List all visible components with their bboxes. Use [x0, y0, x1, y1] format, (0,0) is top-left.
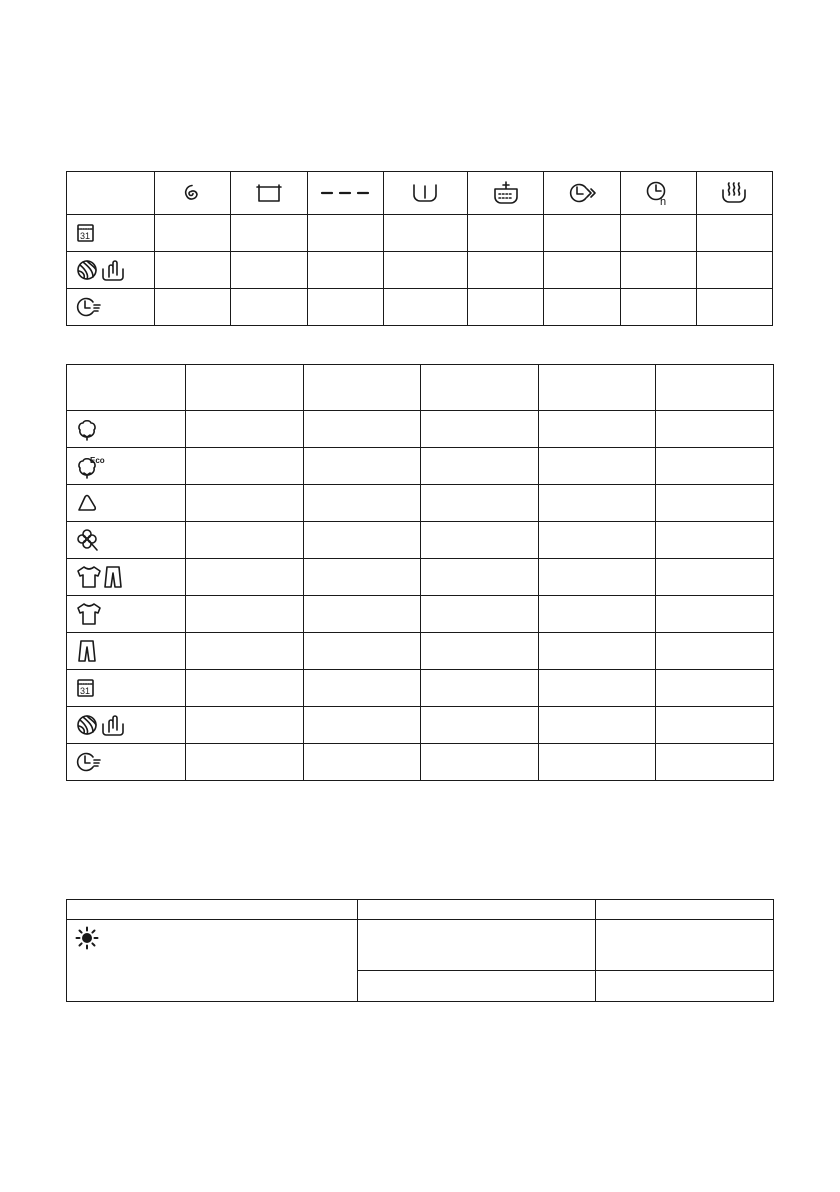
symbol-header-cell — [358, 900, 596, 920]
options-col-spin — [155, 172, 231, 215]
options-cell — [468, 252, 544, 289]
programs-cell — [421, 411, 539, 448]
options-row-quick — [67, 289, 773, 326]
programs-row-cotton-eco — [67, 448, 774, 485]
options-cell — [231, 215, 307, 252]
options-col-delay-start — [620, 172, 696, 215]
programs-row-header — [67, 485, 186, 522]
jeans-icon — [75, 638, 99, 664]
programs-cell — [186, 633, 304, 670]
programs-cell — [421, 596, 539, 633]
sun-icon — [75, 926, 99, 950]
shirt-icon — [75, 601, 103, 627]
programs-row-weekly — [67, 670, 774, 707]
programs-row-shirt — [67, 596, 774, 633]
svg-text:31: 31 — [80, 686, 91, 696]
programs-cell — [186, 744, 304, 781]
programs-cell — [656, 485, 774, 522]
programs-cell — [656, 744, 774, 781]
options-cell — [307, 289, 383, 326]
programs-cell — [538, 744, 656, 781]
options-row-header — [67, 289, 155, 326]
symbol-cell — [596, 920, 774, 971]
programs-cell — [538, 670, 656, 707]
options-cell — [696, 215, 772, 252]
programs-cell — [303, 670, 421, 707]
programs-row-jeans — [67, 633, 774, 670]
programs-row-wool — [67, 707, 774, 744]
options-corner-cell — [67, 172, 155, 215]
programs-cell — [656, 559, 774, 596]
options-col-prewash — [468, 172, 544, 215]
programs-cell — [186, 559, 304, 596]
synthetics-icon — [75, 491, 99, 515]
programs-row-header — [67, 448, 186, 485]
prewash-icon — [491, 180, 521, 206]
weekly-calendar-icon — [75, 222, 97, 244]
programs-cell — [421, 670, 539, 707]
symbol-table — [66, 899, 774, 1002]
svg-text:Eco: Eco — [90, 456, 105, 465]
spin-icon — [181, 181, 205, 205]
options-cell — [544, 289, 620, 326]
delicates-icon — [75, 527, 101, 553]
programs-row-header — [67, 744, 186, 781]
options-cell — [620, 252, 696, 289]
symbol-cell — [358, 920, 596, 971]
programs-cell — [186, 485, 304, 522]
programs-cell — [421, 633, 539, 670]
options-cell — [231, 289, 307, 326]
programs-cell — [303, 522, 421, 559]
programs-cell — [186, 596, 304, 633]
programs-header-cell — [421, 365, 539, 411]
programs-row-mixed — [67, 559, 774, 596]
programs-cell — [656, 707, 774, 744]
programs-header-cell — [656, 365, 774, 411]
programs-cell — [186, 411, 304, 448]
options-cell — [468, 215, 544, 252]
programs-cell — [538, 596, 656, 633]
options-cell — [544, 215, 620, 252]
mixed-garments-icon — [75, 564, 127, 590]
programs-cell — [186, 522, 304, 559]
programs-row-header — [67, 522, 186, 559]
programs-header-cell — [67, 365, 186, 411]
programs-row-header — [67, 670, 186, 707]
options-cell — [307, 252, 383, 289]
programs-header-cell — [186, 365, 304, 411]
steam-icon — [719, 180, 749, 206]
programs-cell — [656, 596, 774, 633]
options-cell — [231, 252, 307, 289]
options-cell — [468, 289, 544, 326]
symbol-row-1 — [67, 920, 774, 971]
options-cell — [383, 215, 467, 252]
options-header-row — [67, 172, 773, 215]
programs-row-header — [67, 411, 186, 448]
options-cell — [544, 252, 620, 289]
programs-cell — [538, 559, 656, 596]
wool-handwash-icon — [75, 257, 131, 283]
options-cell — [696, 289, 772, 326]
programs-cell — [538, 707, 656, 744]
programs-cell — [303, 744, 421, 781]
options-cell — [307, 215, 383, 252]
symbol-header-row — [67, 900, 774, 920]
options-col-time-save — [544, 172, 620, 215]
cotton-eco-icon — [75, 453, 109, 479]
programs-cell — [421, 485, 539, 522]
options-cell — [383, 289, 467, 326]
programs-row-delicates — [67, 522, 774, 559]
programs-header-cell — [303, 365, 421, 411]
extra-rinse-icon — [410, 181, 440, 205]
programs-row-header — [67, 559, 186, 596]
options-cell — [155, 215, 231, 252]
programs-cell — [303, 596, 421, 633]
rinse-hold-icon — [254, 181, 284, 205]
time-save-icon — [566, 180, 598, 206]
programs-row-quick — [67, 744, 774, 781]
cotton-icon — [75, 417, 99, 441]
no-spin-icon — [319, 181, 371, 205]
options-cell — [155, 289, 231, 326]
programs-cell — [656, 448, 774, 485]
options-cell — [155, 252, 231, 289]
options-col-no-spin — [307, 172, 383, 215]
programs-cell — [538, 448, 656, 485]
programs-row-cotton — [67, 411, 774, 448]
symbol-cell — [358, 971, 596, 1002]
programs-cell — [303, 707, 421, 744]
programs-header-cell — [538, 365, 656, 411]
programs-row-header — [67, 596, 186, 633]
options-row-weekly — [67, 215, 773, 252]
wool-handwash-icon — [75, 712, 131, 738]
programs-header-row — [67, 365, 774, 411]
programs-cell — [421, 522, 539, 559]
programs-cell — [421, 744, 539, 781]
options-cell — [696, 252, 772, 289]
programs-cell — [656, 411, 774, 448]
programs-row-synthetics — [67, 485, 774, 522]
weekly-calendar-icon — [75, 677, 97, 699]
programs-cell — [656, 522, 774, 559]
programs-cell — [303, 411, 421, 448]
options-cell — [620, 289, 696, 326]
options-cell — [620, 215, 696, 252]
options-row-header — [67, 252, 155, 289]
programs-cell — [538, 522, 656, 559]
svg-text:31: 31 — [80, 231, 91, 241]
programs-cell — [186, 707, 304, 744]
quick-wash-icon — [75, 295, 103, 319]
programs-cell — [421, 707, 539, 744]
programs-cell — [303, 448, 421, 485]
programs-cell — [421, 559, 539, 596]
programs-cell — [303, 559, 421, 596]
programs-cell — [303, 485, 421, 522]
options-col-extra-rinse — [383, 172, 467, 215]
programs-cell — [656, 670, 774, 707]
programs-cell — [303, 633, 421, 670]
symbol-row-header — [67, 920, 358, 1002]
symbol-header-cell — [596, 900, 774, 920]
quick-wash-icon — [75, 750, 103, 774]
options-cell — [383, 252, 467, 289]
programs-cell — [538, 633, 656, 670]
symbol-header-cell — [67, 900, 358, 920]
programs-table — [66, 364, 774, 781]
programs-cell — [656, 633, 774, 670]
options-row-wool — [67, 252, 773, 289]
delay-start-icon — [644, 179, 672, 207]
programs-cell — [538, 485, 656, 522]
svg-text:h: h — [660, 196, 667, 207]
programs-cell — [186, 670, 304, 707]
options-col-rinse-hold — [231, 172, 307, 215]
programs-cell — [186, 448, 304, 485]
programs-cell — [421, 448, 539, 485]
programs-row-header — [67, 633, 186, 670]
symbol-cell — [596, 971, 774, 1002]
programs-cell — [538, 411, 656, 448]
options-row-header — [67, 215, 155, 252]
options-table — [66, 171, 773, 326]
programs-row-header — [67, 707, 186, 744]
options-col-steam — [696, 172, 772, 215]
